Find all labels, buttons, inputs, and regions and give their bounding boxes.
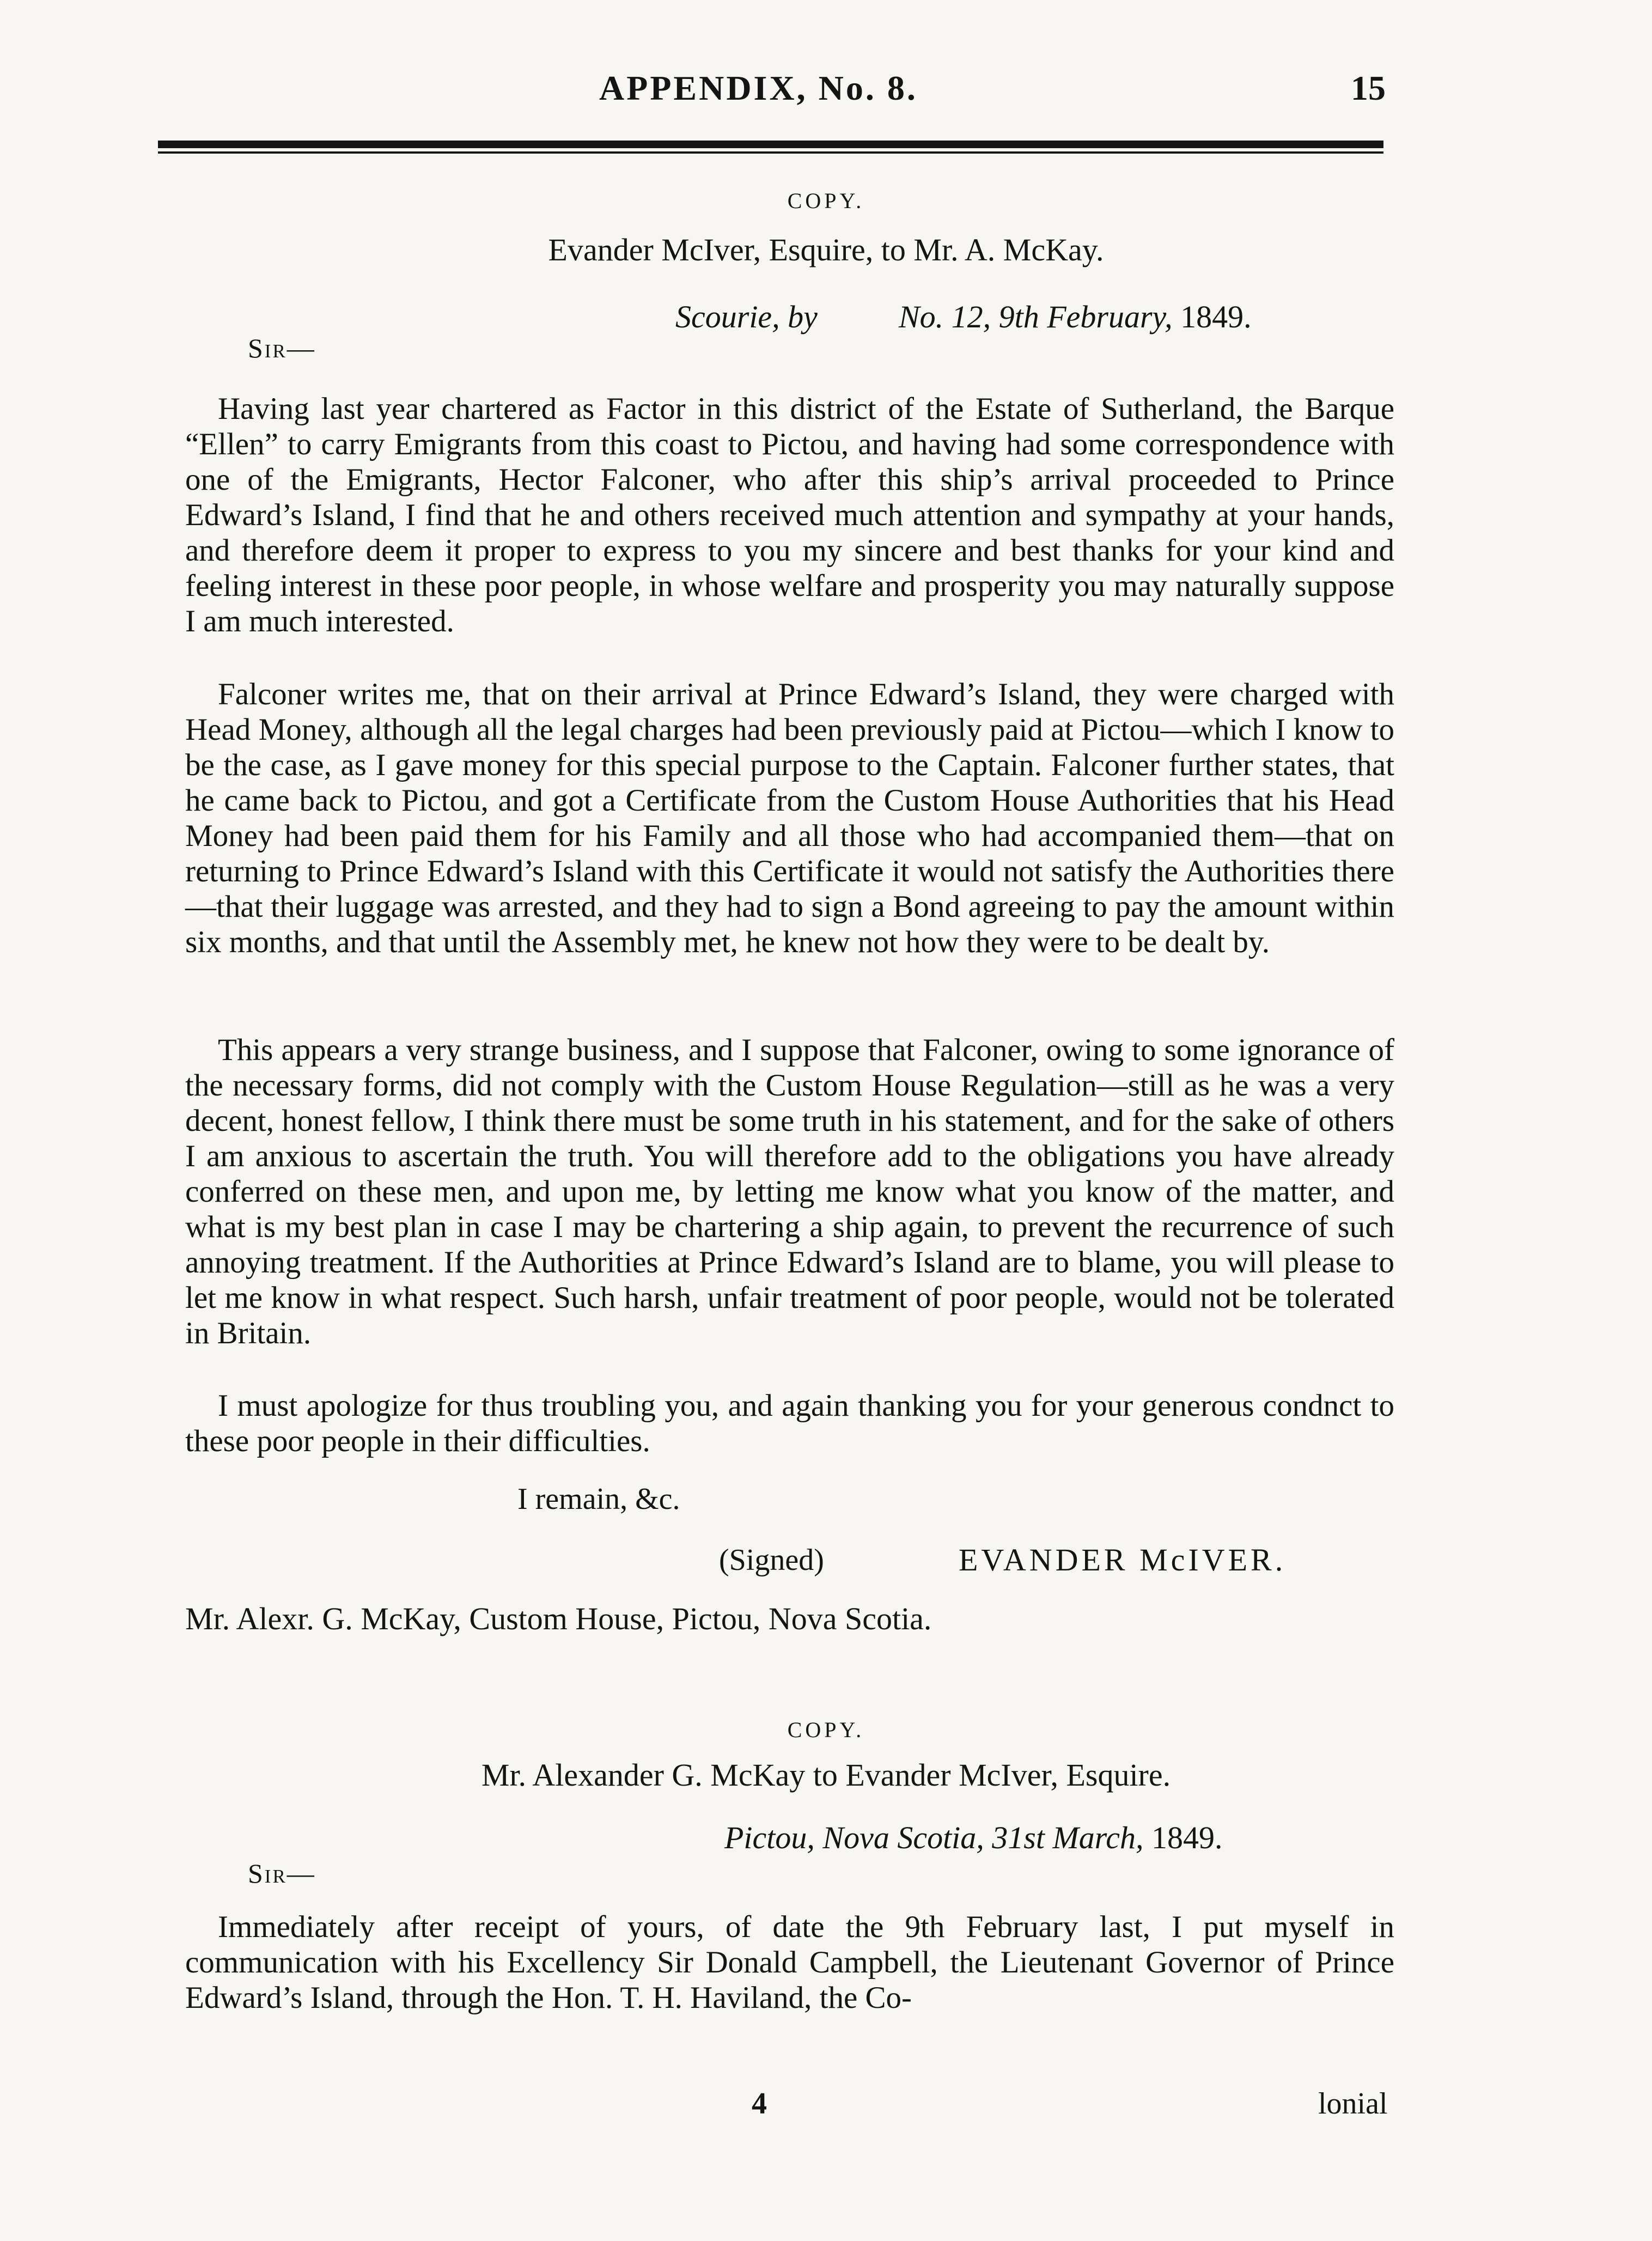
letter2-salutation: Sir— <box>248 1858 316 1889</box>
letter1-paragraph: Falconer writes me, that on their arrival at Prince Edward’s Island, they were charged with Head Money, although all the legal charges had been previously paid at Pictou—which I know to be the case, as I gave money for this special purpose to the Captain. Falconer further states, that he came back to Pictou, and got a Certificate from the Custom House Authorities that his Head Money had been paid them for his Family and all those who had accompanied them—that on returning to Prince Edward’s Island with this Certificate it would not satisfy the Authorities there—that their luggage was arrested, and they had to sign a Bond agreeing to pay the amount within six months, and that until the Assembly met, he knew not how they were to be dealt by. <box>185 677 1394 959</box>
letter1-paragraph: I must apologize for thus troubling you, and again thanking you for your generous condnct to these poor people in their difficulties. <box>185 1389 1394 1458</box>
letter1-paragraph: This appears a very strange business, and I suppose that Falconer, owing to some ignorance of the necessary forms, did not comply with the Custom House Regulation—still as he was a very decent, honest fellow, I think there must be some truth in his statement, and for the sake of others I am anxious to ascertain the truth. You will therefore add to the obligations you have already conferred on these men, and upon me, by letting me know what you know of the matter, and what is my best plan in case I may be chartering a ship again, to prevent the recurrence of such annoying treatment. If the Authorities at Prince Edward’s Island are to blame, you will please to let me know in what respect. Such harsh, unfair treatment of poor people, would not be tolerated in Britain. <box>185 1033 1394 1350</box>
letter1-closing: I remain, &c. <box>517 1482 680 1516</box>
letter1-paragraph: Having last year chartered as Factor in this district of the Estate of Sutherland, the Barque “Ellen” to carry Emigrants from this coast to Pictou, and having had some correspondence with one of the Emigrants, Hector Falconer, who after this ship’s arrival proceeded to Prince Edward’s Island, I find that he and others received much attention and sympathy at your hands, and therefore deem it proper to express to you my sincere and best thanks for your kind and feeling interest in these poor people, in whose welfare and prosperity you may naturally suppose I am much interested. <box>185 392 1394 638</box>
copy-label-1: COPY. <box>787 188 865 213</box>
letter1-heading: Evander McIver, Esquire, to Mr. A. McKay. <box>548 232 1104 267</box>
letter2-heading: Mr. Alexander G. McKay to Evander McIver, Esquire. <box>481 1757 1171 1793</box>
header-rule-thick <box>158 141 1383 148</box>
dateline-place: Scourie, by <box>675 299 818 334</box>
header-rule-thin <box>158 151 1383 154</box>
signature-mark: 4 <box>752 2087 767 2121</box>
catchword: lonial <box>1318 2087 1388 2121</box>
letter1-dateline <box>675 299 1252 335</box>
letter1-signature: EVANDER McIVER. <box>959 1542 1287 1578</box>
letter2-paragraph: Immediately after receipt of yours, of date the 9th February last, I put myself in communication with his Excellency Sir Donald Campbell, the Lieutenant Governor of Prince Edward’s Island, through the Hon. T. H. Haviland, the Co- <box>185 1910 1394 2015</box>
dateline-place: Pictou, Nova Scotia, 31st March, <box>724 1820 1144 1855</box>
running-title: APPENDIX, No. 8. <box>599 69 918 107</box>
dateline-year: 1849. <box>1151 1820 1223 1855</box>
dateline-year: 1849. <box>1180 299 1252 334</box>
letter1-salutation: Sir— <box>248 333 316 363</box>
signed-label: (Signed) <box>719 1543 824 1577</box>
letter2-dateline <box>724 1819 1222 1856</box>
page-number: 15 <box>1351 69 1386 107</box>
dateline-number: No. 12, 9th February, <box>898 299 1173 334</box>
copy-label-2: COPY. <box>787 1718 865 1742</box>
letter1-addressee: Mr. Alexr. G. McKay, Custom House, Pictou, Nova Scotia. <box>185 1601 932 1636</box>
